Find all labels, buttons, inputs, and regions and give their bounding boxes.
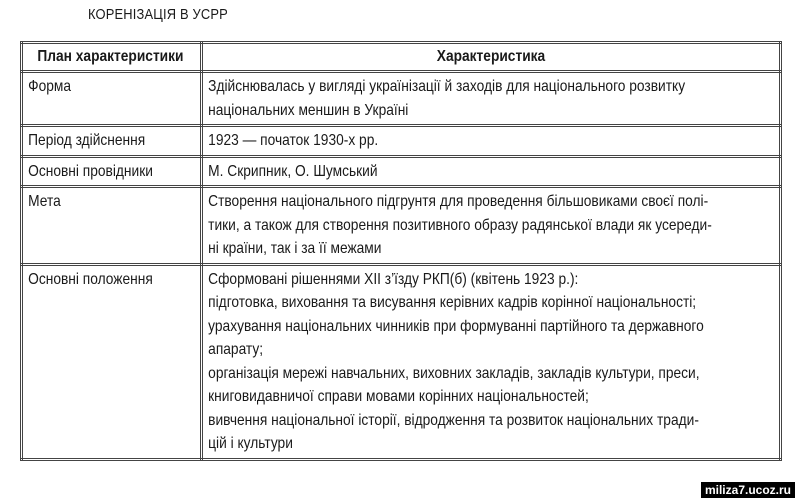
text-line: М. Скрипник, О. Шумський bbox=[208, 162, 378, 180]
header-plan: План характеристики bbox=[22, 43, 202, 72]
row-label: Період здійснення bbox=[22, 126, 202, 157]
row-label: Основні провідники bbox=[22, 156, 202, 187]
text-line: апарату; bbox=[208, 341, 264, 358]
row-value bbox=[202, 156, 781, 187]
table-row bbox=[22, 156, 781, 187]
row-value bbox=[202, 126, 781, 157]
page-title: КОРЕНІЗАЦІЯ В УСРР bbox=[88, 6, 228, 23]
text-line: організація мережі навчальних, виховних закладів, закладів культури, преси, bbox=[208, 364, 700, 382]
text-line: підготовка, виховання та висування керівних кадрів корінної національності; bbox=[208, 294, 697, 311]
table-row bbox=[22, 187, 781, 265]
header-characteristic: Характеристика bbox=[202, 43, 781, 72]
text-line: ні країни, так і за її межами bbox=[208, 240, 382, 257]
koreniz-table bbox=[20, 41, 782, 461]
row-value bbox=[202, 187, 781, 265]
table-row bbox=[22, 72, 781, 126]
text-line: національних меншин в Україні bbox=[208, 101, 409, 119]
text-line: Здійснювалась у вигляді українізації й заходів для національного розвитку bbox=[208, 78, 686, 95]
table-row bbox=[22, 264, 781, 459]
header-row bbox=[22, 43, 781, 72]
text-line: Сформовані рішеннями XII з’їзду РКП(б) (квітень 1923 р.): bbox=[208, 270, 579, 288]
text-line: урахування національних чинників при формуванні партійного та державного bbox=[208, 317, 704, 335]
watermark: miliza7.ucoz.ru bbox=[701, 482, 795, 498]
row-label: Мета bbox=[22, 187, 202, 265]
text-line: книговидавничої справи мовами корінних національностей; bbox=[208, 388, 589, 405]
text-line: Створення національного підгрунтя для проведення більшовиками своєї полі- bbox=[208, 193, 709, 210]
text-line: вивчення національної історії, відродження та розвиток національних тради- bbox=[208, 411, 699, 429]
text-line: цій і культури bbox=[208, 435, 293, 452]
text-line: 1923 — початок 1930-х рр. bbox=[208, 132, 379, 149]
row-label: Форма bbox=[22, 72, 202, 126]
row-label: Основні положення bbox=[22, 264, 202, 459]
text-line: тики, а також для створення позитивного образу радянської влади як усереди- bbox=[208, 216, 712, 234]
row-value bbox=[202, 72, 781, 126]
row-value bbox=[202, 264, 781, 459]
table-row bbox=[22, 126, 781, 157]
